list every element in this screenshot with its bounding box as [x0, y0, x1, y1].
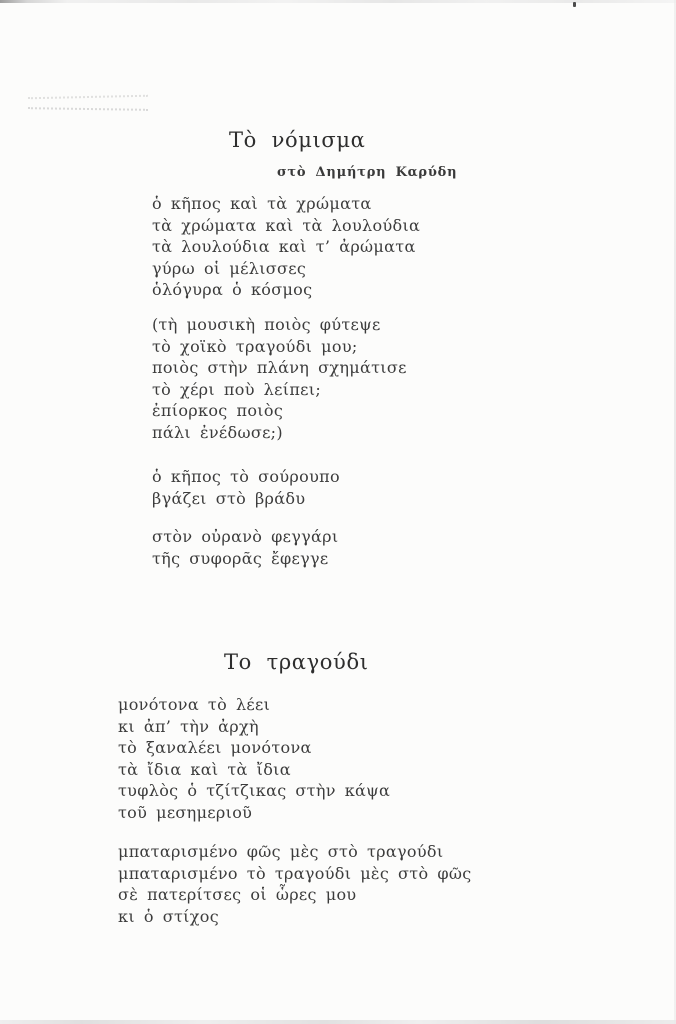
poem-line: σὲ πατερίτσες οἱ ὧρες μου	[118, 885, 357, 905]
poem-line: βγάζει στὸ βράδυ	[152, 488, 306, 508]
poem-line: κι ἀπ’ τὴν ἀρχὴ	[118, 716, 259, 736]
poem-title: Τὸ νόμισμα	[229, 128, 366, 152]
poem-line: τὸ χοϊκὸ τραγούδι μου;	[152, 336, 358, 356]
poem-line: μπαταρισμένο τὸ τραγούδι μὲς στὸ φῶς	[118, 863, 472, 883]
poem-line: τυφλὸς ὁ τζίτζικας στὴν κάψα	[118, 781, 391, 801]
ink-speck	[573, 2, 576, 7]
pencil-smudge-row	[28, 107, 148, 111]
scan-edge-bottom	[0, 1020, 676, 1024]
poem-line: τὸ χέρι ποὺ λείπει;	[152, 379, 322, 399]
poem-line: ἐπίορκος ποιὸς	[152, 401, 284, 421]
poem-line: μπαταρισμένο φῶς μὲς στὸ τραγούδι	[118, 842, 444, 861]
poem-line: πάλι ἐνέδωσε;)	[152, 422, 283, 442]
poem-line: τοῦ μεσημεριοῦ	[118, 802, 253, 822]
poem-line: στὸν οὐρανὸ φεγγάρι	[152, 527, 339, 546]
poem-line: ὁλόγυρα ὁ κόσμος	[152, 280, 313, 300]
stanza	[152, 193, 420, 301]
poem-line: ὁ κῆπος τὸ σούρουπο	[152, 467, 340, 486]
poem-line: τὰ ἴδια καὶ τὰ ἴδια	[118, 759, 291, 779]
poem-line: τὰ χρώματα καὶ τὰ λουλούδια	[152, 215, 421, 235]
poem-line: (τὴ μουσικὴ ποιὸς φύτεψε	[152, 315, 381, 334]
stanza	[152, 526, 338, 569]
poem-line: τῆς συφορᾶς ἔφεγγε	[152, 548, 329, 568]
stanza	[118, 694, 390, 824]
pencil-smudge-row	[28, 95, 148, 100]
stanza	[118, 841, 472, 927]
poem-line: κι ὁ στίχος	[118, 906, 219, 926]
pencil-smudge	[28, 92, 148, 114]
poem-line: γύρω οἱ μέλισσες	[152, 258, 307, 278]
poem-line: ποιὸς στὴν πλάνη σχημάτισε	[152, 358, 407, 378]
poem-line: τὸ ξαναλέει μονότονα	[118, 738, 312, 758]
stanza	[152, 314, 407, 444]
poem-dedication: στὸ Δημήτρη Καρύδη	[277, 165, 458, 180]
poem-line: μονότονα τὸ λέει	[118, 695, 271, 714]
poem-title: Το τραγούδι	[224, 650, 369, 674]
poem-line: ὁ κῆπος καὶ τὰ χρώματα	[152, 194, 372, 213]
poem-line: τὰ λουλούδια καὶ τ’ ἀρώματα	[152, 237, 416, 257]
stanza	[152, 466, 340, 509]
